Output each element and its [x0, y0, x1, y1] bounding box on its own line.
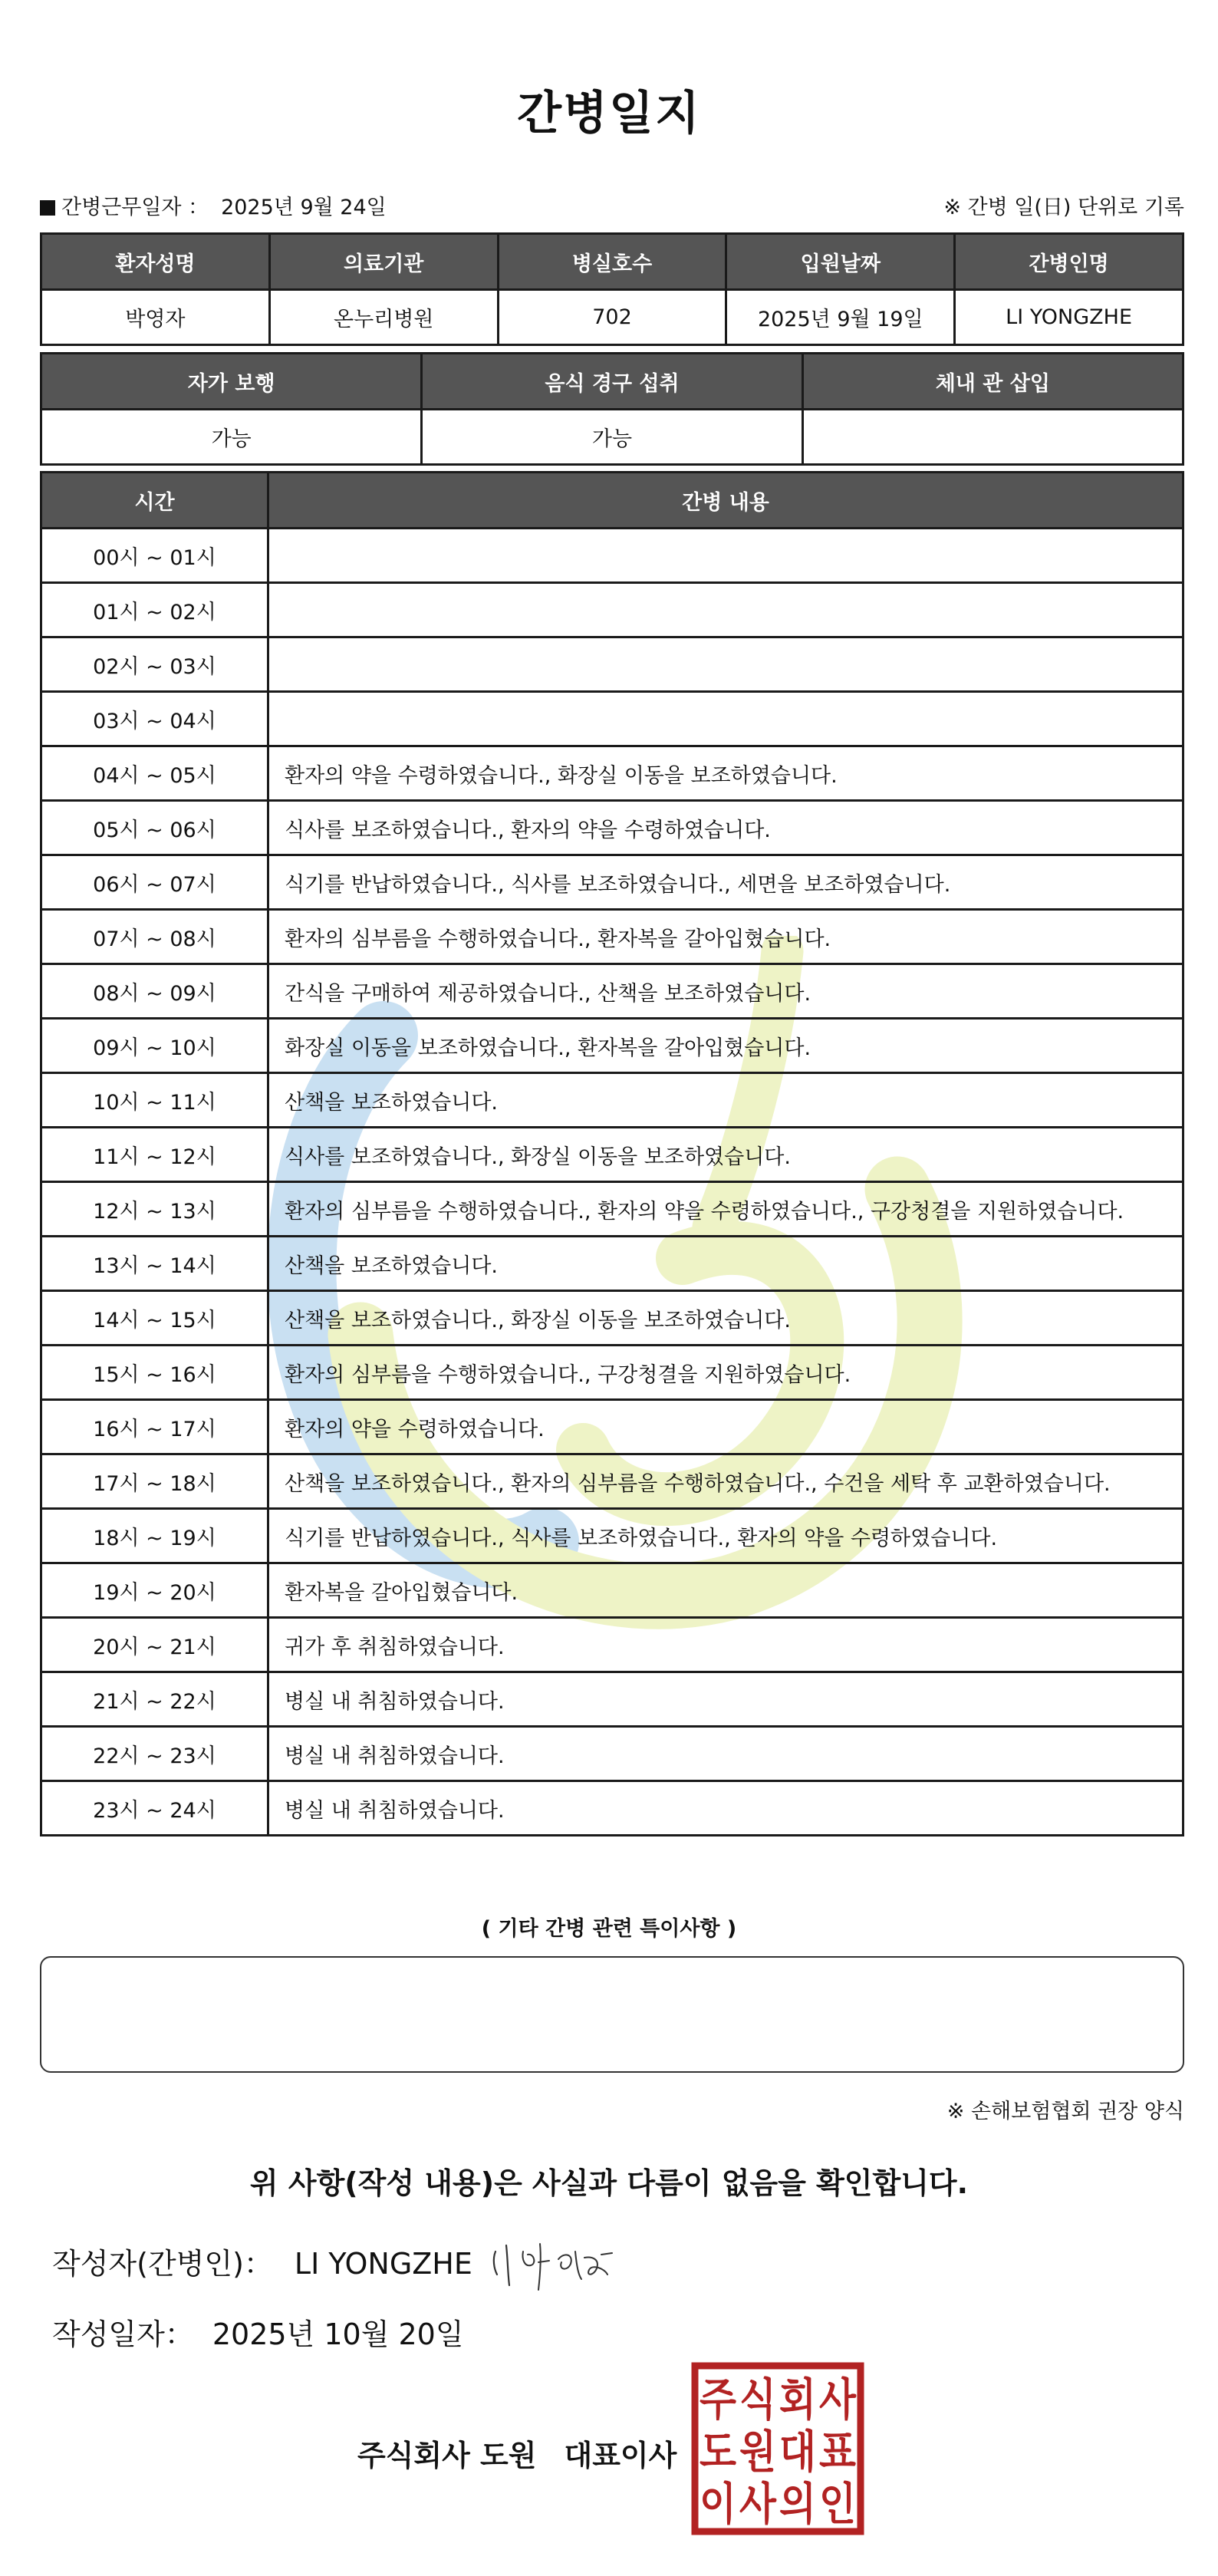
- log-content-cell: 병실 내 취침하였습니다.: [268, 1727, 1183, 1781]
- log-content-cell: 식사를 보조하였습니다., 화장실 이동을 보조하였습니다.: [268, 1128, 1183, 1182]
- log-content-cell: 병실 내 취침하였습니다.: [268, 1781, 1183, 1836]
- work-date-value: 2025년 9월 24일: [221, 196, 387, 219]
- company-line: [357, 2432, 676, 2474]
- company-representative: 대표이사: [564, 2439, 677, 2472]
- header-admission-date: 입원날짜: [726, 234, 955, 290]
- log-time-cell: 04시 ~ 05시: [41, 746, 268, 801]
- log-content-cell: 환자의 심부름을 수행하였습니다., 환자복을 갈아입혔습니다.: [268, 910, 1183, 964]
- table-row: [41, 1346, 1183, 1400]
- room-number: 702: [498, 290, 726, 345]
- document-title: 간병일지: [517, 87, 701, 140]
- written-date-line: [52, 2311, 464, 2353]
- header-hospital: 의료기관: [269, 234, 498, 290]
- log-time-cell: 06시 ~ 07시: [41, 855, 268, 910]
- table-row: [41, 529, 1183, 583]
- log-content-cell: 귀가 후 취침하였습니다.: [268, 1618, 1183, 1672]
- written-date-value: 2025년 10월 20일: [212, 2317, 464, 2351]
- seal-character: 사: [739, 2478, 777, 2530]
- company-name: 주식회사 도원: [357, 2439, 537, 2472]
- seal-character: 인: [819, 2478, 856, 2530]
- caregiver-name: LI YONGZHE: [955, 290, 1183, 345]
- seal-character: 도: [700, 2426, 736, 2478]
- table-row: [41, 1781, 1183, 1836]
- handwritten-signature: [485, 2228, 638, 2298]
- table-row: [41, 1182, 1183, 1237]
- table-row: [41, 1454, 1183, 1509]
- header-room-number: 병실호수: [498, 234, 726, 290]
- patient-name: 박영자: [41, 290, 270, 345]
- log-time-cell: 01시 ~ 02시: [41, 583, 268, 637]
- status-value-row: [41, 410, 1183, 465]
- log-time-cell: 17시 ~ 18시: [41, 1454, 268, 1509]
- table-row: [41, 1400, 1183, 1454]
- header-self-walking: 자가 보행: [41, 354, 422, 410]
- log-content-cell: 환자복을 갈아입혔습니다.: [268, 1563, 1183, 1618]
- header-oral-intake: 음식 경구 섭취: [422, 354, 802, 410]
- log-content-cell: [268, 583, 1183, 637]
- log-content-cell: 환자의 약을 수령하였습니다.: [268, 1400, 1183, 1454]
- seal-character: 식: [739, 2373, 776, 2426]
- log-content-cell: 산책을 보조하였습니다., 화장실 이동을 보조하였습니다.: [268, 1291, 1183, 1346]
- log-content-cell: 간식을 구매하여 제공하였습니다., 산책을 보조하였습니다.: [268, 964, 1183, 1019]
- table-row: [41, 1618, 1183, 1672]
- table-row: [41, 1509, 1183, 1563]
- log-content-cell: 산책을 보조하였습니다.: [268, 1237, 1183, 1291]
- table-row: [41, 1237, 1183, 1291]
- seal-character: 회: [779, 2373, 816, 2426]
- log-time-cell: 09시 ~ 10시: [41, 1019, 268, 1073]
- log-time-cell: 10시 ~ 11시: [41, 1073, 268, 1128]
- author-value: LI YONGZHE: [294, 2247, 472, 2281]
- table-row: [41, 1563, 1183, 1618]
- patient-info-header-row: [41, 234, 1183, 290]
- table-row: [41, 801, 1183, 855]
- log-header-row: [41, 473, 1183, 529]
- log-time-cell: 03시 ~ 04시: [41, 692, 268, 746]
- log-time-cell: 07시 ~ 08시: [41, 910, 268, 964]
- table-row: [41, 855, 1183, 910]
- log-content-cell: 환자의 약을 수령하였습니다., 화장실 이동을 보조하였습니다.: [268, 746, 1183, 801]
- form-source-note: ※ 손해보험협회 권장 양식: [946, 2100, 1184, 2123]
- log-time-cell: 15시 ~ 16시: [41, 1346, 268, 1400]
- table-row: [41, 637, 1183, 692]
- header-care-content: 간병 내용: [268, 473, 1183, 529]
- seal-character: 사: [819, 2373, 857, 2426]
- log-time-cell: 21시 ~ 22시: [41, 1672, 268, 1727]
- table-row: [41, 746, 1183, 801]
- record-unit-note: ※ 간병 일(日) 단위로 기록: [943, 196, 1184, 219]
- oral-intake-value: 가능: [422, 410, 802, 465]
- hospital-name: 온누리병원: [269, 290, 498, 345]
- log-content-cell: 화장실 이동을 보조하였습니다., 환자복을 갈아입혔습니다.: [268, 1019, 1183, 1073]
- log-content-cell: [268, 637, 1183, 692]
- patient-info-value-row: [41, 290, 1183, 345]
- patient-status-table: [40, 352, 1184, 466]
- log-time-cell: 02시 ~ 03시: [41, 637, 268, 692]
- log-content-cell: [268, 529, 1183, 583]
- log-time-cell: 08시 ~ 09시: [41, 964, 268, 1019]
- seal-character: 이: [700, 2478, 736, 2530]
- log-body: [41, 529, 1183, 1836]
- log-time-cell: 23시 ~ 24시: [41, 1781, 268, 1836]
- patient-info-table: [40, 232, 1184, 346]
- table-row: [41, 583, 1183, 637]
- log-time-cell: 12시 ~ 13시: [41, 1182, 268, 1237]
- log-content-cell: 병실 내 취침하였습니다.: [268, 1672, 1183, 1727]
- log-time-cell: 20시 ~ 21시: [41, 1618, 268, 1672]
- log-content-cell: 식기를 반납하였습니다., 식사를 보조하였습니다., 세면을 보조하였습니다.: [268, 855, 1183, 910]
- header-caregiver-name: 간병인명: [955, 234, 1183, 290]
- work-date-label: 간병근무일자 ：: [61, 196, 209, 219]
- special-notes-title: ( 기타 간병 관련 특이사항 ): [481, 1917, 737, 1941]
- log-time-cell: 05시 ~ 06시: [41, 801, 268, 855]
- author-line: [52, 2240, 472, 2282]
- log-content-cell: 식사를 보조하였습니다., 환자의 약을 수령하였습니다.: [268, 801, 1183, 855]
- author-label: 작성자(간병인)：: [52, 2247, 273, 2281]
- log-content-cell: [268, 692, 1183, 746]
- log-content-cell: 산책을 보조하였습니다., 환자의 심부름을 수행하였습니다., 수건을 세탁 후 교환하였습니다.: [268, 1454, 1183, 1509]
- work-date: [40, 190, 387, 220]
- log-time-cell: 00시 ~ 01시: [41, 529, 268, 583]
- status-header-row: [41, 354, 1183, 410]
- table-row: [41, 1128, 1183, 1182]
- written-date-label: 작성일자：: [52, 2317, 194, 2351]
- log-content-cell: 환자의 심부름을 수행하였습니다., 구강청결을 지원하였습니다.: [268, 1346, 1183, 1400]
- log-time-cell: 18시 ~ 19시: [41, 1509, 268, 1563]
- log-time-cell: 11시 ~ 12시: [41, 1128, 268, 1182]
- table-row: [41, 1019, 1183, 1073]
- table-row: [41, 1291, 1183, 1346]
- log-content-cell: 환자의 심부름을 수행하였습니다., 환자의 약을 수령하였습니다., 구강청결을 지원하였습니다.: [268, 1182, 1183, 1237]
- seal-character: 주: [700, 2373, 736, 2426]
- log-content-cell: 식기를 반납하였습니다., 식사를 보조하였습니다., 환자의 약을 수령하였습니다.: [268, 1509, 1183, 1563]
- log-content-cell: 산책을 보조하였습니다.: [268, 1073, 1183, 1128]
- header-patient-name: 환자성명: [41, 234, 270, 290]
- hourly-log-table: [40, 471, 1184, 1836]
- table-row: [41, 692, 1183, 746]
- square-bullet-icon: [40, 200, 55, 216]
- confirmation-statement: 위 사항(작성 내용)은 사실과 다름이 없음을 확인합니다.: [249, 2166, 969, 2200]
- table-row: [41, 1672, 1183, 1727]
- header-tube-insertion: 체내 관 삽입: [802, 354, 1183, 410]
- admission-date: 2025년 9월 19일: [726, 290, 955, 345]
- log-time-cell: 22시 ~ 23시: [41, 1727, 268, 1781]
- seal-character: 원: [739, 2426, 776, 2478]
- log-time-cell: 14시 ~ 15시: [41, 1291, 268, 1346]
- special-notes-box: [40, 1956, 1184, 2073]
- table-row: [41, 910, 1183, 964]
- company-seal-stamp: [690, 2361, 865, 2536]
- header-time: 시간: [41, 473, 268, 529]
- table-row: [41, 964, 1183, 1019]
- tube-insertion-value: [802, 410, 1183, 465]
- table-row: [41, 1727, 1183, 1781]
- seal-character: 의: [779, 2478, 816, 2530]
- table-row: [41, 1073, 1183, 1128]
- seal-character: 표: [819, 2426, 856, 2478]
- self-walking-value: 가능: [41, 410, 422, 465]
- seal-character: 대: [779, 2426, 816, 2478]
- log-time-cell: 19시 ~ 20시: [41, 1563, 268, 1618]
- log-time-cell: 13시 ~ 14시: [41, 1237, 268, 1291]
- log-time-cell: 16시 ~ 17시: [41, 1400, 268, 1454]
